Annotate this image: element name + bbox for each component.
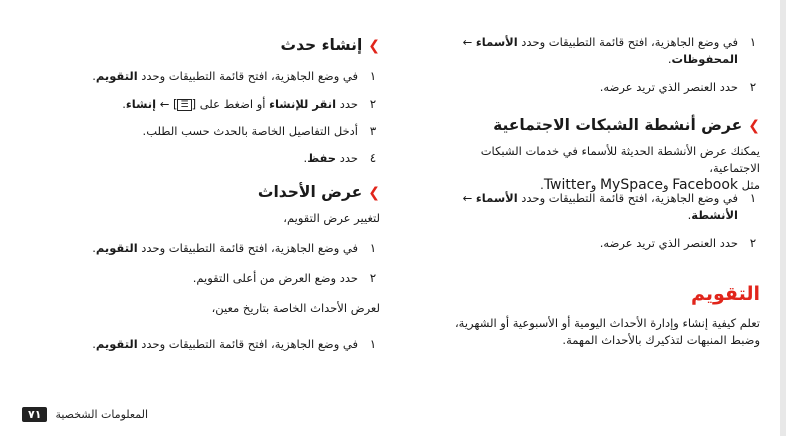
bold-term: الأسماء — [475, 35, 518, 49]
step-number: ١ — [749, 191, 757, 205]
step-number: ٢ — [369, 97, 377, 111]
bold-term: التقويم — [95, 241, 138, 255]
create-event-step-2 — [8, 96, 380, 113]
step-text: حدد انقر للإنشاء أو اضغط على [☰] ← إنشاء. — [122, 97, 358, 111]
social-activities-heading: ❯عرض أنشطة الشبكات الاجتماعية — [493, 116, 760, 134]
create-event-heading: ❯إنشاء حدث — [280, 36, 380, 54]
chevron-icon: ❯ — [368, 38, 380, 54]
step-text: في وضع الجاهزية، افتح قائمة التطبيقات وحدد التقويم. — [92, 69, 358, 83]
step-number: ١ — [749, 35, 757, 49]
step-text: حدد وضع العرض من أعلى التقويم. — [192, 271, 358, 285]
contacts-history-step-2 — [432, 79, 760, 96]
step-text: حدد العنصر الذي تريد عرضه. — [599, 80, 738, 94]
step-number: ١ — [369, 337, 377, 351]
step-text: أدخل التفاصيل الخاصة بالحدث حسب الطلب. — [142, 124, 358, 138]
step-number: ٣ — [369, 124, 377, 138]
social-activities-description: يمكنك عرض الأنشطة الحديثة للأسماء في خدمات الشبكات الاجتماعية، مثل Facebook وMySpace وTwitter. — [480, 144, 760, 193]
create-event-step-4 — [8, 150, 380, 167]
page-number-badge: ٧١ — [22, 407, 47, 422]
bold-term: التقويم — [95, 69, 138, 83]
bold-term: انقر للإنشاء — [269, 97, 337, 111]
step-text: في وضع الجاهزية، افتح قائمة التطبيقات وحدد التقويم. — [92, 337, 358, 351]
chevron-icon: ❯ — [368, 185, 380, 201]
bold-term: إنشاء — [125, 97, 157, 111]
create-event-step-3 — [8, 123, 380, 140]
menu-key-icon: ☰ — [177, 99, 191, 111]
step-number: ٢ — [749, 236, 757, 250]
bold-term: حفظ — [307, 151, 337, 165]
step-text: في وضع الجاهزية، افتح قائمة التطبيقات وحدد التقويم. — [92, 241, 358, 255]
scan-edge — [780, 0, 786, 436]
view-events-intro: لتغيير عرض التقويم، — [283, 211, 380, 225]
calendar-heading: التقويم — [690, 283, 760, 305]
calendar-description: تعلم كيفية إنشاء وإدارة الأحداث اليومية أو الأسبوعية أو الشهرية، وضبط المنبهات لتذكيرك بالأحداث المهمة. — [454, 316, 760, 347]
view-events-step-1 — [8, 240, 380, 257]
step-number: ١ — [369, 69, 377, 83]
step-text: في وضع الجاهزية، افتح قائمة التطبيقات وحدد الأسماء ← المحفوظات. — [462, 35, 738, 66]
view-events-heading: ❯عرض الأحداث — [257, 183, 380, 201]
contacts-history-step-1 — [432, 34, 760, 68]
bold-term: المحفوظات — [671, 52, 738, 66]
page-footer — [22, 407, 148, 422]
view-events-step-2 — [8, 270, 380, 287]
date-events-intro: لعرض الأحداث الخاصة بتاريخ معين، — [211, 301, 380, 315]
bold-term: التقويم — [95, 337, 138, 351]
step-text: في وضع الجاهزية، افتح قائمة التطبيقات وحدد الأسماء ← الأنشطة. — [462, 191, 738, 222]
social-activities-step-1 — [432, 190, 760, 224]
step-number: ٢ — [369, 271, 377, 285]
step-text: حدد العنصر الذي تريد عرضه. — [599, 236, 738, 250]
date-events-step-1 — [8, 336, 380, 353]
step-text: حدد حفظ. — [303, 151, 358, 165]
bold-term: الأسماء — [475, 191, 518, 205]
section-label: المعلومات الشخصية — [55, 408, 149, 421]
step-number: ٤ — [369, 151, 377, 165]
social-activities-step-2 — [432, 235, 760, 252]
chevron-icon: ❯ — [748, 118, 760, 134]
step-number: ٢ — [749, 80, 757, 94]
step-number: ١ — [369, 241, 377, 255]
create-event-step-1 — [8, 68, 380, 85]
bold-term: الأنشطة — [691, 208, 738, 222]
